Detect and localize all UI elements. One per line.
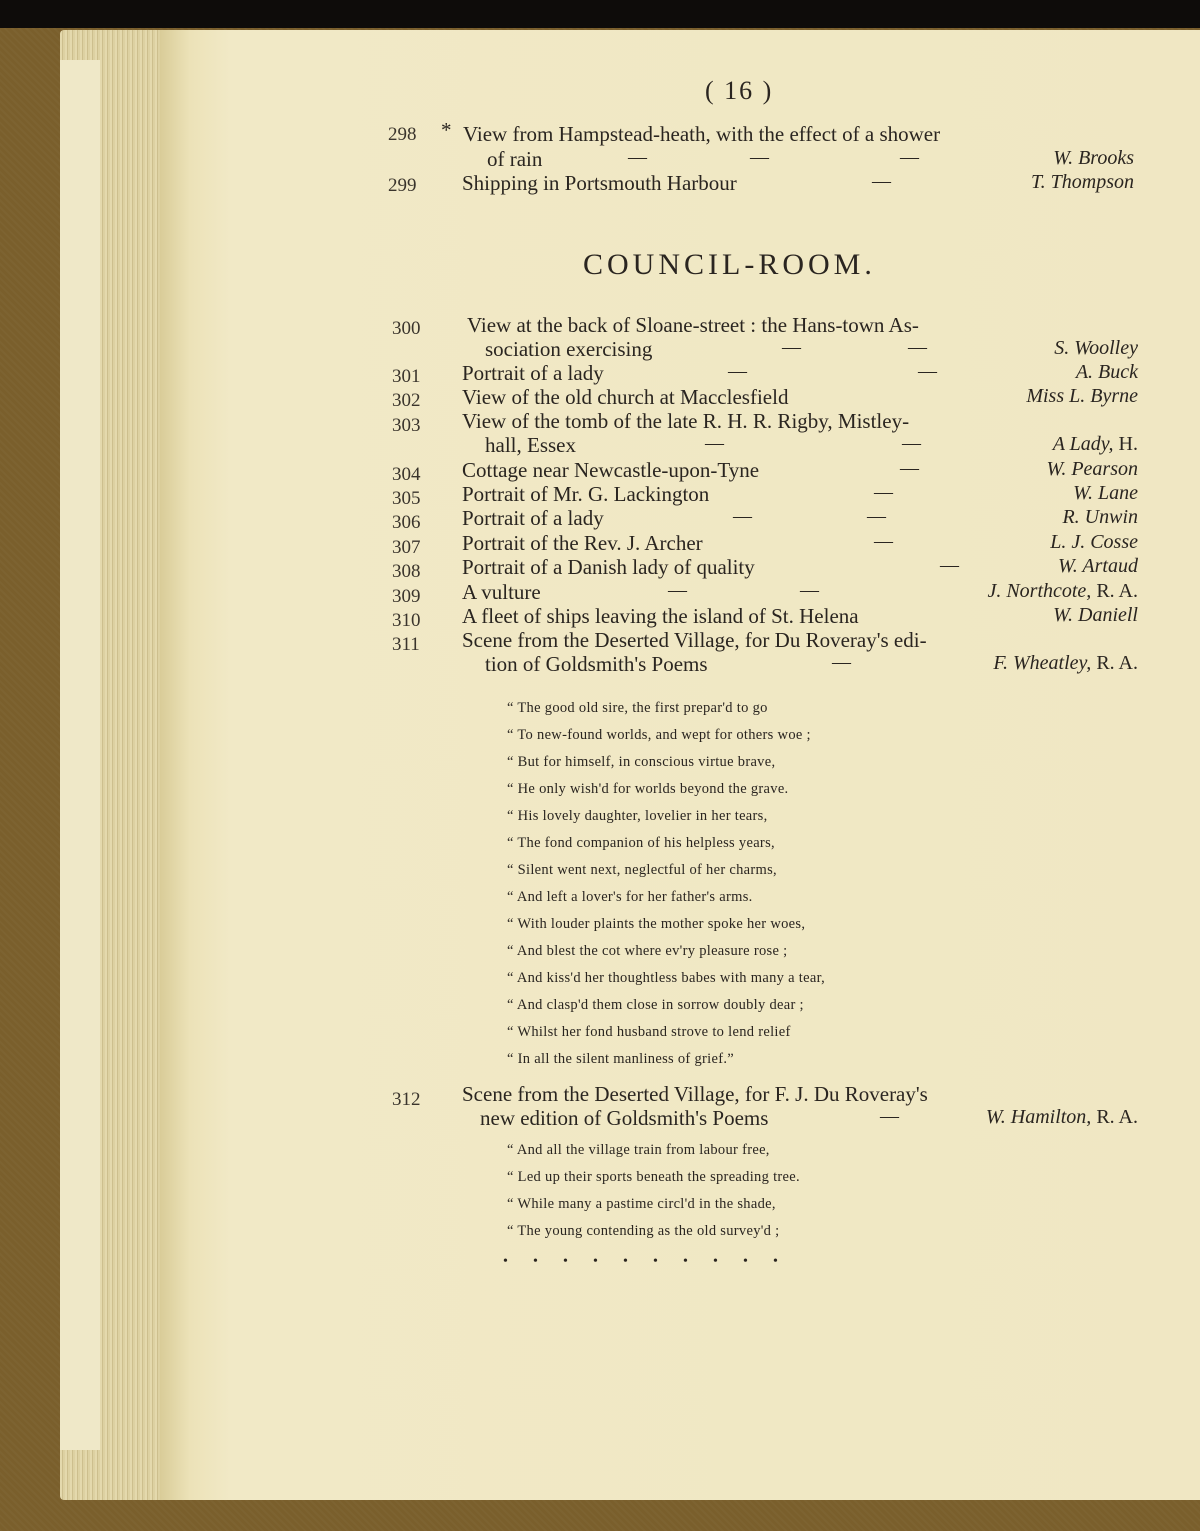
dash: — (750, 147, 769, 168)
artist-name: L. J. Cosse (1050, 531, 1138, 553)
artist-name: F. Wheatley, R. A. (993, 652, 1138, 674)
entry-title-line2: of rain (487, 147, 543, 171)
verse-line: “ The good old sire, the first prepar'd to go (507, 700, 768, 716)
entry-number: 311 (392, 634, 420, 655)
entry-title-line2: sociation exercising (485, 337, 653, 361)
entry-title-line1: Scene from the Deserted Village, for Du Roveray's edi- (462, 628, 927, 652)
verse-line: “ He only wish'd for worlds beyond the grave. (507, 781, 789, 797)
entry-title-line2: new edition of Goldsmith's Poems (480, 1106, 769, 1130)
dash: — (867, 506, 886, 527)
entry-number: 308 (392, 561, 421, 582)
entry-number: 299 (388, 175, 417, 196)
verse-line: “ His lovely daughter, lovelier in her tears, (507, 808, 768, 824)
entry-title-line1: A vulture (462, 580, 541, 604)
entry-number: 305 (392, 488, 421, 509)
verse-line: “ While many a pastime circl'd in the shade, (507, 1196, 776, 1212)
entry-number: 298 (388, 124, 417, 145)
artist-name: R. Unwin (1062, 506, 1138, 528)
verse-line: “ To new-found worlds, and wept for others woe ; (507, 727, 811, 743)
scan-background (0, 0, 1200, 28)
entry-number: 307 (392, 537, 421, 558)
entry-title-line1: View of the tomb of the late R. H. R. Rigby, Mistley- (462, 409, 910, 433)
dash: — (874, 482, 893, 503)
entry-title-line1: Cottage near Newcastle-upon-Tyne (462, 458, 760, 482)
artist-name: S. Woolley (1054, 337, 1138, 359)
dash: — (668, 580, 687, 601)
dash: — (902, 433, 921, 454)
ellipsis-dot: • (713, 1254, 718, 1269)
dash: — (880, 1106, 899, 1127)
artist-name: A. Buck (1075, 361, 1138, 383)
artist-name: W. Lane (1073, 482, 1138, 504)
entry-title-line1: Portrait of a lady (462, 506, 604, 530)
dash: — (900, 458, 919, 479)
verse-line: “ Led up their sports beneath the spreading tree. (507, 1169, 800, 1185)
dash: — (782, 337, 801, 358)
entry-title-line2: tion of Goldsmith's Poems (485, 652, 708, 676)
catalogue-page (160, 30, 1200, 1500)
entry-title-line1: View of the old church at Macclesfield (462, 385, 789, 409)
artist-name: W. Artaud (1057, 555, 1138, 577)
verse-line: “ Silent went next, neglectful of her charms, (507, 862, 777, 878)
artist-name: W. Pearson (1046, 458, 1138, 480)
dash: — (832, 652, 851, 673)
dash: — (705, 433, 724, 454)
verse-line: “ The young contending as the old survey'd ; (507, 1223, 780, 1239)
entry-title-line1: A fleet of ships leaving the island of St. Helena (462, 604, 859, 628)
artist-name: T. Thompson (1031, 171, 1134, 193)
artist-name: W. Daniell (1053, 604, 1138, 626)
ellipsis-dots (503, 1252, 803, 1270)
section-heading: COUNCIL-ROOM. (583, 248, 876, 281)
dash: — (733, 506, 752, 527)
entry-number: 300 (392, 318, 421, 339)
dash: — (874, 531, 893, 552)
entry-number: 309 (392, 586, 421, 607)
verse-line: “ The fond companion of his helpless years, (507, 835, 775, 851)
dash: — (918, 361, 937, 382)
verse-line: “ Whilst her fond husband strove to lend relief (507, 1024, 791, 1040)
ellipsis-dot: • (533, 1254, 538, 1269)
entry-title-line1: Portrait of Mr. G. Lackington (462, 482, 710, 506)
entry-number: 312 (392, 1089, 421, 1110)
entry-title-line1: Portrait of a Danish lady of quality (462, 555, 755, 579)
dash: — (728, 361, 747, 382)
ellipsis-dot: • (773, 1254, 778, 1269)
entry-title-line1: View at the back of Sloane-street : the Hans-town As- (467, 313, 919, 337)
verse-line: “ In all the silent manliness of grief.” (507, 1051, 735, 1067)
ellipsis-dot: • (683, 1254, 688, 1269)
artist-name: W. Brooks (1053, 147, 1134, 169)
entry-title-line1: View from Hampstead-heath, with the effect of a shower (463, 122, 941, 146)
verse-line: “ And left a lover's for her father's arms. (507, 889, 753, 905)
ellipsis-dot: • (653, 1254, 658, 1269)
entry-number: 310 (392, 610, 421, 631)
artist-name: W. Hamilton, R. A. (985, 1106, 1138, 1128)
verse-line: “ And kiss'd her thoughtless babes with many a tear, (507, 970, 826, 986)
ellipsis-dot: • (743, 1254, 748, 1269)
entry-title-line2: hall, Essex (485, 433, 576, 457)
ellipsis-dot: • (593, 1254, 598, 1269)
dash: — (628, 147, 647, 168)
inserted-leaf (60, 60, 100, 1450)
artist-name: A Lady, H. (1052, 433, 1138, 455)
artist-name: Miss L. Byrne (1026, 385, 1138, 407)
entry-number: 301 (392, 366, 421, 387)
dash: — (800, 580, 819, 601)
entry-title-line1: Portrait of a lady (462, 361, 604, 385)
verse-line: “ And blest the cot where ev'ry pleasure rose ; (507, 943, 788, 959)
dash: — (900, 147, 919, 168)
verse-line: “ And all the village train from labour free, (507, 1142, 770, 1158)
ellipsis-dot: • (623, 1254, 628, 1269)
entry-number: 304 (392, 464, 421, 485)
dash: — (940, 555, 959, 576)
verse-line: “ But for himself, in conscious virtue brave, (507, 754, 776, 770)
entry-number: 302 (392, 390, 421, 411)
entry-title-line1: Scene from the Deserted Village, for F. J. Du Roveray's (462, 1082, 928, 1106)
ellipsis-dot: • (563, 1254, 568, 1269)
page-number: ( 16 ) (705, 76, 774, 105)
entry-number: 303 (392, 415, 421, 436)
dash: — (872, 171, 891, 192)
artist-name: J. Northcote, R. A. (987, 580, 1138, 602)
entry-marker: * (441, 118, 452, 142)
verse-line: “ With louder plaints the mother spoke her woes, (507, 916, 806, 932)
entry-title-line1: Portrait of the Rev. J. Archer (462, 531, 703, 555)
entry-number: 306 (392, 512, 421, 533)
dash: — (908, 337, 927, 358)
entry-title-line1: Shipping in Portsmouth Harbour (462, 171, 737, 195)
verse-line: “ And clasp'd them close in sorrow doubly dear ; (507, 997, 804, 1013)
ellipsis-dot: • (503, 1254, 508, 1269)
